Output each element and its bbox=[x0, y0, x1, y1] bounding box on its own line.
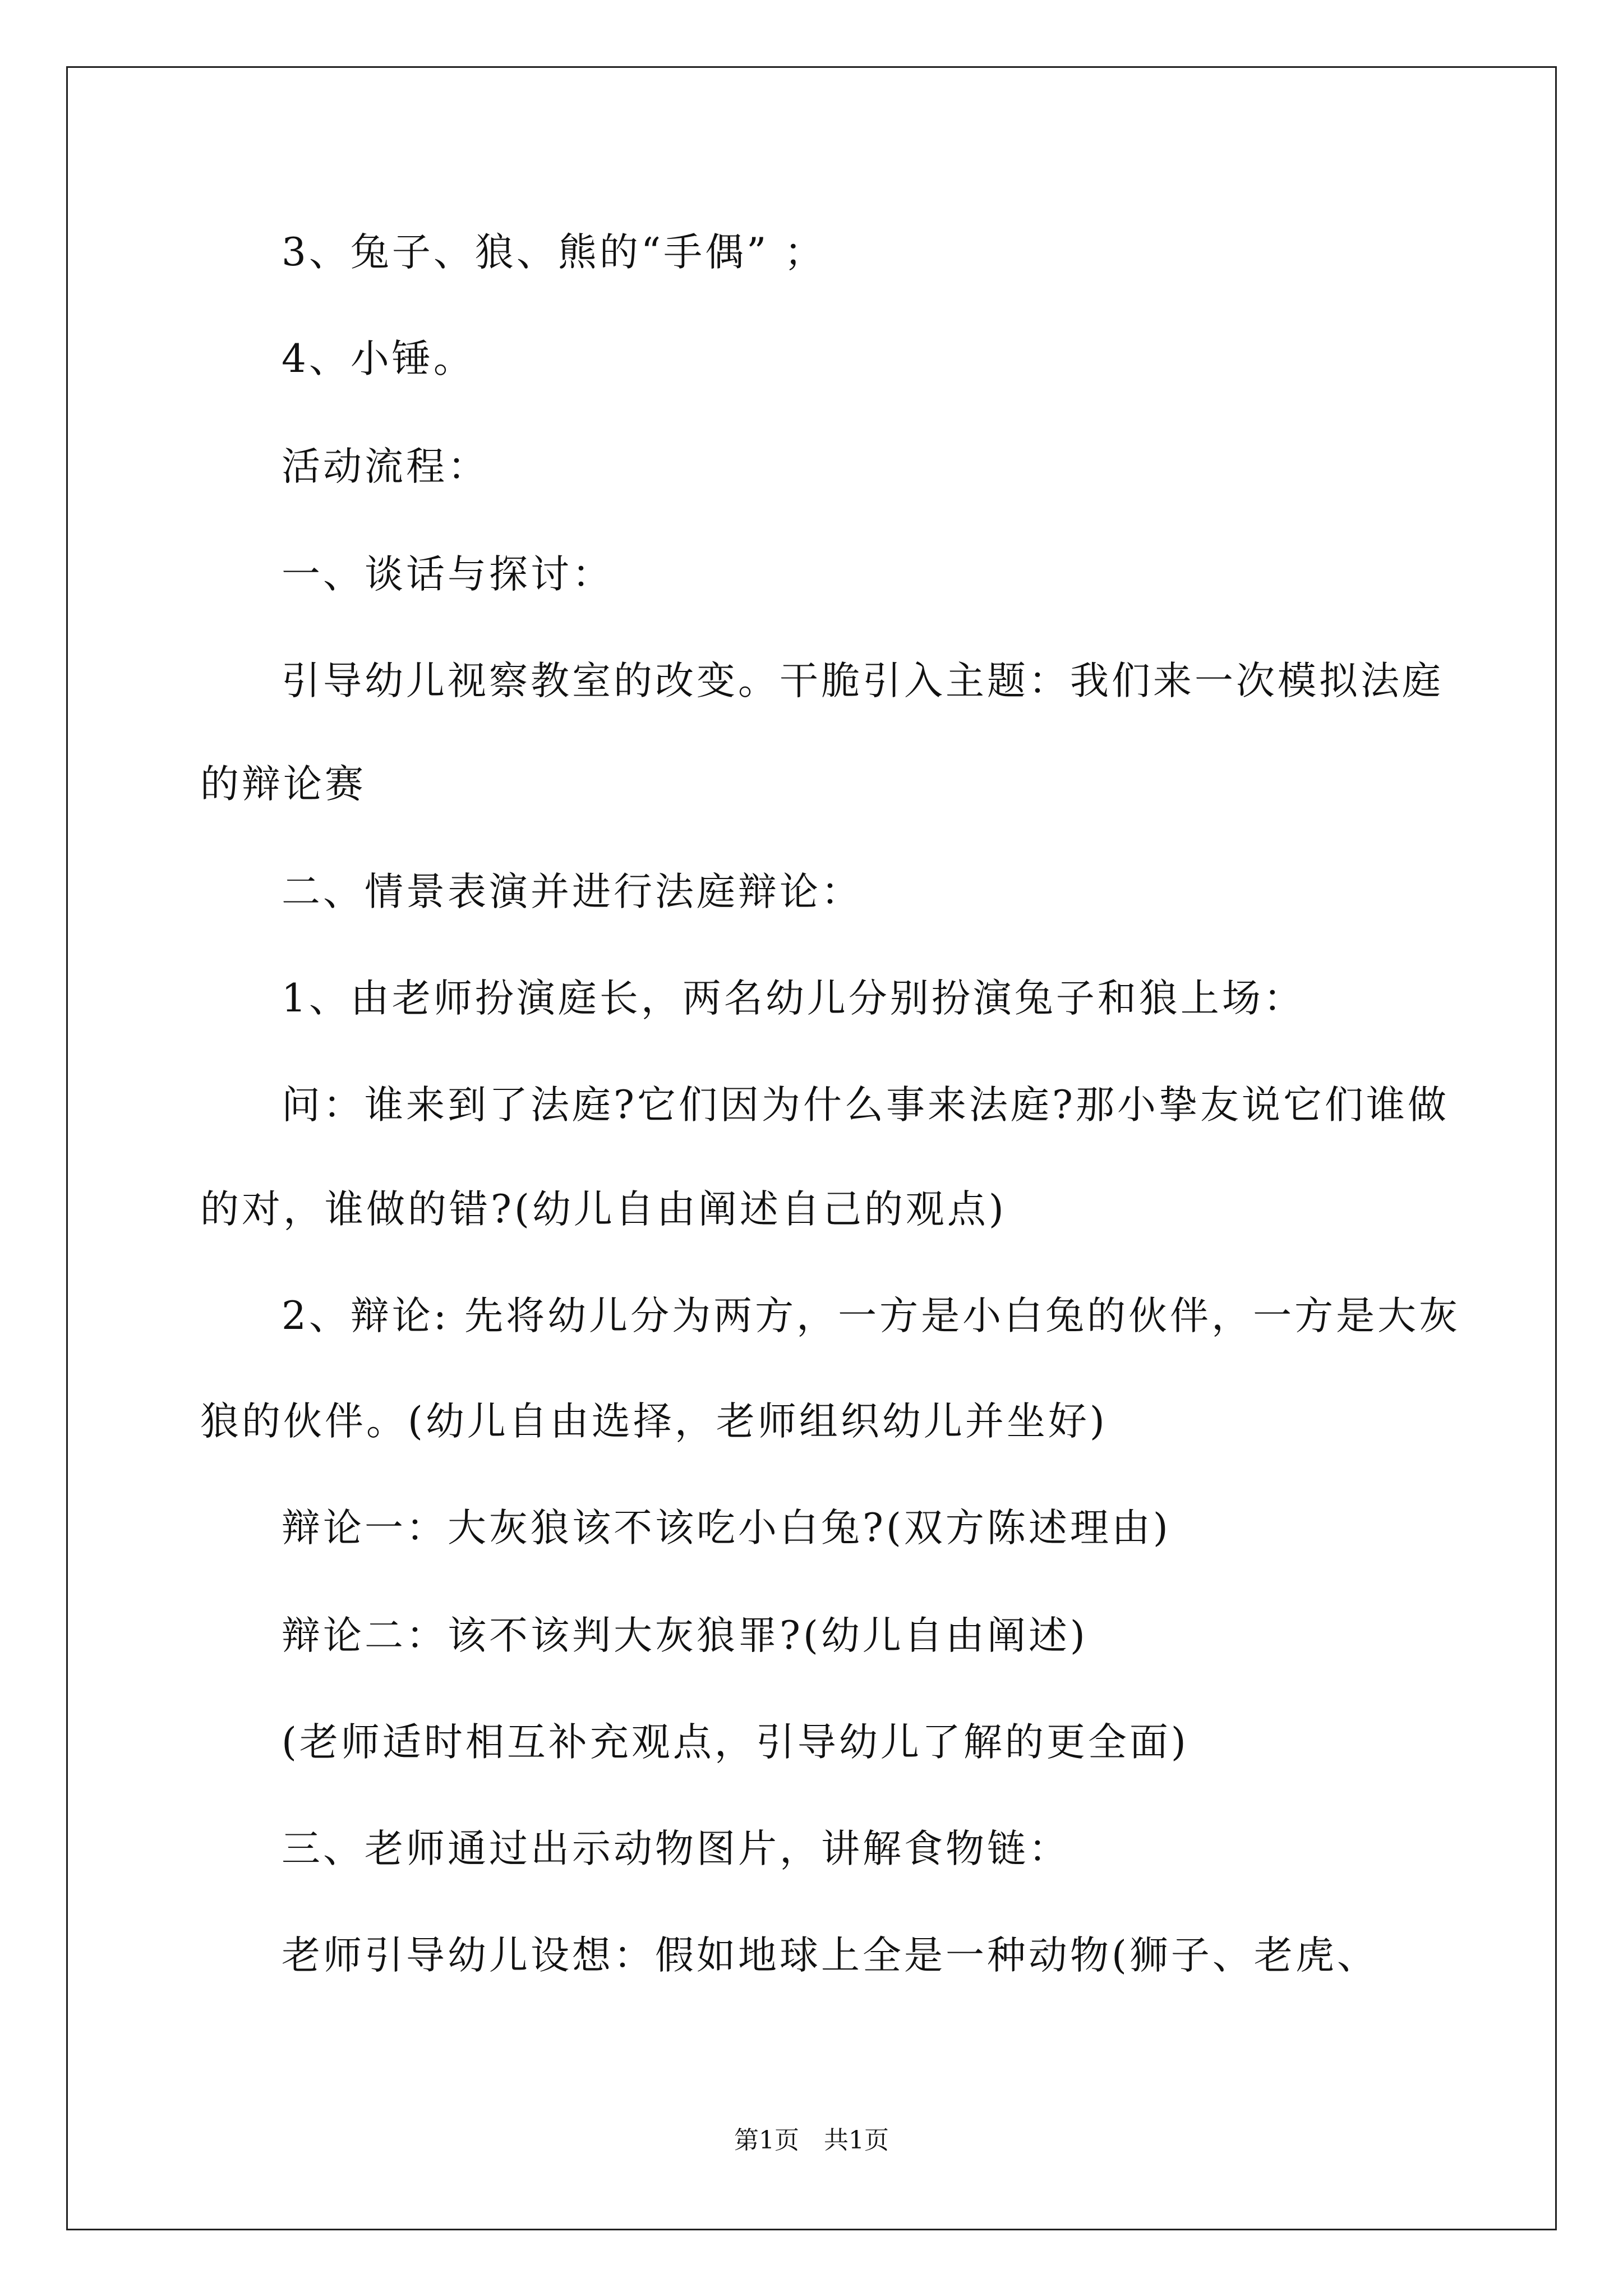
page-number-total: 共1页 bbox=[824, 2126, 889, 2155]
paragraph-question-line-2: 的对，谁做的错?(幼儿自由阐述自己的观点) bbox=[200, 1187, 1007, 1232]
paragraph-debate-line-2: 狼的伙伴。(幼儿自由选择，老师组织幼儿并坐好) bbox=[200, 1399, 1108, 1444]
paragraph-debate-one: 辩论一：大灰狼该不该吃小白兔?(双方陈述理由) bbox=[282, 1506, 1171, 1550]
paragraph-intro-line-2: 的辩论赛 bbox=[200, 762, 366, 807]
paragraph-section-one-heading: 一、谈话与探讨： bbox=[282, 552, 614, 597]
paragraph-debate-two: 辩论二：该不该判大灰狼罪?(幼儿自由阐述) bbox=[282, 1613, 1088, 1658]
paragraph-materials-3: 3、兔子、狼、熊的“手偶” ； bbox=[282, 230, 826, 275]
paragraph-role-play: 1、由老师扮演庭长，两名幼儿分别扮演兔子和狼上场： bbox=[282, 976, 1305, 1021]
paragraph-debate-line-1: 2、辩论: 先将幼儿分为两方，一方是小白兔的伙伴，一方是大灰 bbox=[282, 1294, 1461, 1338]
page-border bbox=[66, 66, 1557, 2230]
paragraph-intro-line-1: 引导幼儿视察教室的改变。干脆引入主题：我们来一次模拟法庭 bbox=[282, 659, 1444, 703]
paragraph-question-line-1: 问：谁来到了法庭?它们因为什么事来法庭?那小挚友说它们谁做 bbox=[282, 1083, 1449, 1128]
page-number-current: 第1页 bbox=[734, 2126, 799, 2155]
paragraph-section-two-heading: 二、情景表演并进行法庭辩论： bbox=[282, 869, 863, 914]
paragraph-teacher-note: (老师适时相互补充观点，引导幼儿了解的更全面) bbox=[282, 1720, 1189, 1765]
paragraph-materials-4: 4、小锤。 bbox=[282, 337, 475, 381]
paragraph-section-three-heading: 三、老师通过出示动物图片，讲解食物链： bbox=[282, 1826, 1070, 1871]
page-footer bbox=[0, 2125, 1623, 2156]
paragraph-activity-flow-heading: 活动流程： bbox=[282, 444, 489, 489]
paragraph-imagine: 老师引导幼儿设想：假如地球上全是一种动物(狮子、老虎、 bbox=[282, 1933, 1378, 1978]
